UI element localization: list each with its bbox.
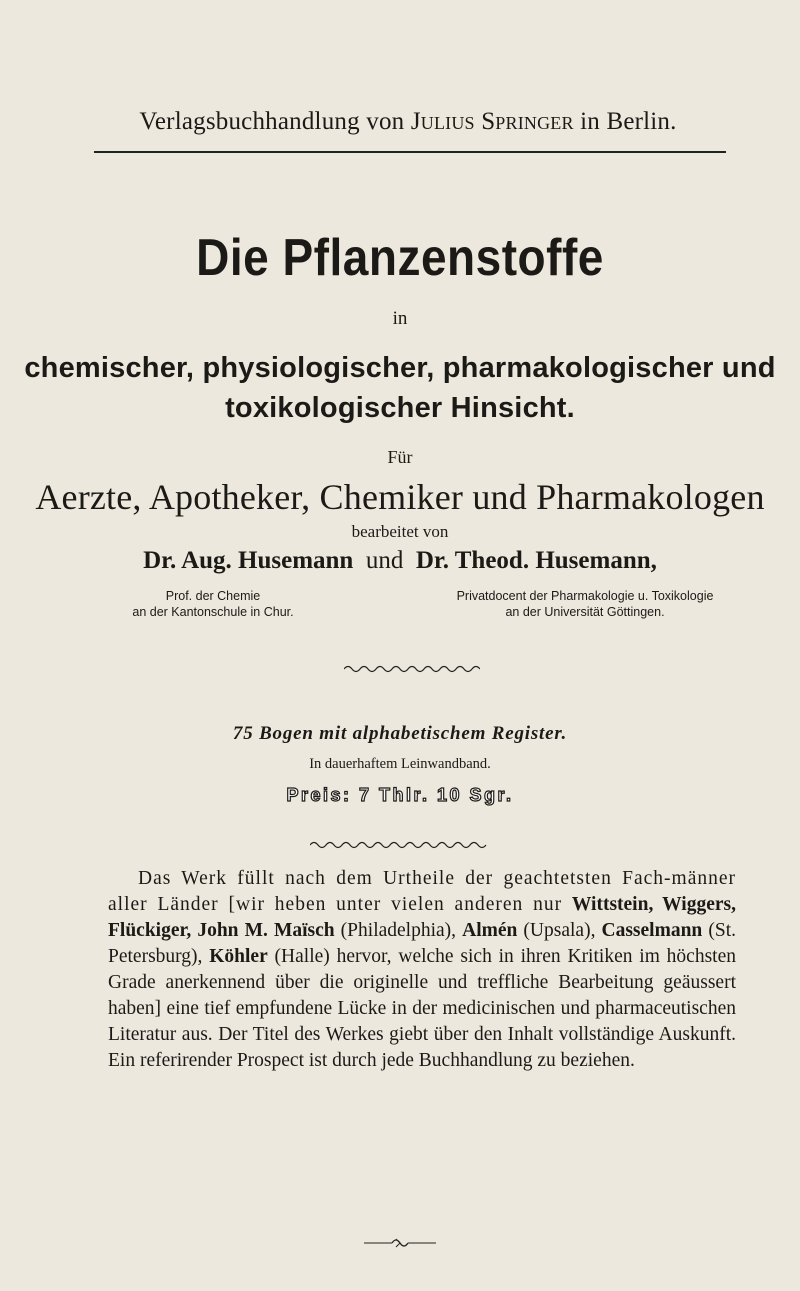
name-casselmann: Casselmann <box>601 920 703 941</box>
wavy-divider-2 <box>310 840 490 850</box>
name-flueckiger: Flückiger, <box>108 920 192 941</box>
author-2-affiliation-line-1: Privatdocent der Pharmakologie u. Toxikologie <box>456 589 714 603</box>
author-1: Dr. Aug. Husemann <box>143 547 354 574</box>
publisher-name: Julius Springer <box>410 108 574 135</box>
name-wiggers: Wiggers, <box>662 894 736 915</box>
header-rule <box>94 151 726 153</box>
fuer-word: Für <box>387 447 413 467</box>
binding-line: In dauerhaftem Leinwandband. <box>309 756 491 772</box>
body-text-1: Das Werk füllt nach dem Urtheile der geachtetsten Fach-männer aller Länder [wir heben unter vielen anderen nur <box>108 868 736 915</box>
authors-line <box>0 547 800 575</box>
publisher-header <box>90 108 726 136</box>
description-paragraph <box>108 866 736 1074</box>
audience-line: Aerzte, Apotheker, Chemiker und Pharmakologen <box>35 477 765 517</box>
body-text-3: (Upsala), <box>517 920 602 941</box>
bearbeitet-von: bearbeitet von <box>351 522 449 541</box>
authors-connector: und <box>365 547 404 574</box>
subtitle-line-1: chemischer, physiologischer, pharmakologischer und <box>24 352 776 384</box>
author-2: Dr. Theod. Husemann, <box>415 547 657 574</box>
wavy-divider-1 <box>344 664 480 674</box>
name-maisch: John M. Maïsch <box>197 920 335 941</box>
closing-ornament-icon <box>364 1237 436 1249</box>
in-word: in <box>392 308 408 329</box>
author-1-affiliation-line-2: an der Kantonschule in Chur. <box>132 605 294 619</box>
body-text-2: (Philadelphia), <box>334 920 463 941</box>
body-text-4: (St. Petersburg), <box>108 920 737 967</box>
header-suffix: in Berlin. <box>573 108 677 135</box>
book-title: Die Pflanzenstoffe <box>196 227 604 287</box>
subtitle-line-2: toxikologischer Hinsicht. <box>225 392 575 424</box>
author-1-affiliation-line-1: Prof. der Chemie <box>165 589 261 603</box>
name-wittstein: Wittstein, <box>571 894 654 915</box>
author-2-affiliation <box>425 588 745 620</box>
bogen-line: 75 Bogen mit alphabetischem Register. <box>232 723 568 744</box>
author-1-affiliation <box>103 588 323 620</box>
name-koehler: Köhler <box>209 946 268 967</box>
body-text-5: (Halle) hervor, welche sich in ihren Kritiken im höchsten Grade anerkennend über die originelle und treffliche Bearbeitung geäussert haben] eine tief empfundene Lücke in der medicinischen und pharmaceutischen Literatur aus. Der Titel des Werkes giebt über den Inhalt vollständige Auskunft. Ein referirender Prospect ist durch jede Buchhandlung zu beziehen. <box>108 946 736 1071</box>
header-prefix: Verlagsbuchhandlung von <box>139 108 411 135</box>
name-almen: Almén <box>462 920 518 941</box>
author-2-affiliation-line-2: an der Universität Göttingen. <box>505 605 665 619</box>
price-line: Preis: 7 Thlr. 10 Sgr. <box>286 785 514 805</box>
